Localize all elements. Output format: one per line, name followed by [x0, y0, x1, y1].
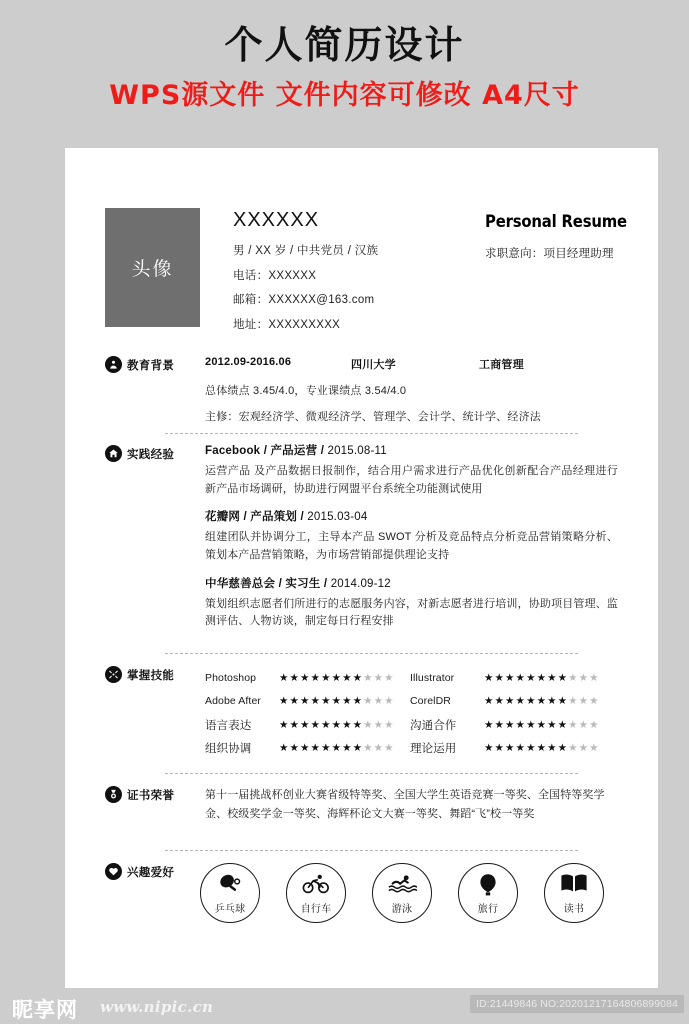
skill-row [205, 666, 410, 690]
skills-body [205, 666, 618, 760]
skills-label: 掌握技能 [127, 669, 175, 682]
promo-header [0, 0, 689, 109]
resume-title-block [485, 212, 665, 261]
honors-text: 第十一届挑战杯创业大赛省级特等奖、全国大学生英语竞赛一等奖、全国特等奖学金、校级奖学金一等奖、海辉杯论文大赛一等奖、舞蹈“飞”校一等奖 [205, 789, 605, 821]
education-school: 四川大学 [351, 359, 396, 371]
candidate-meta: 男 / XX 岁 / 中共党员 / 汉族 [233, 245, 379, 257]
experience-company: 中华慈善总会 [205, 577, 276, 590]
footer-watermark [0, 988, 689, 1024]
skill-row [205, 690, 410, 714]
experience-heading [105, 445, 191, 462]
candidate-phone: 电话：XXXXXX [233, 269, 317, 282]
candidate-email: 邮箱：XXXXXX@163.com [233, 294, 375, 307]
hobby-label: 自行车 [300, 904, 332, 915]
hobby-label: 旅行 [477, 904, 499, 915]
education-label: 教育背景 [127, 359, 175, 372]
skill-stars: ★★★★★★★★★★★ [484, 695, 600, 707]
experience-item-head: 中华慈善总会 / 实习生 / 2014.09-12 [205, 577, 391, 590]
skill-row [410, 713, 615, 737]
avatar-placeholder: 头像 [105, 208, 200, 327]
site-logo: 昵享网 [12, 998, 78, 1022]
skill-stars: ★★★★★★★★★★★ [279, 718, 395, 731]
skill-row [205, 737, 410, 761]
education-courses: 主修：宏观经济学、微观经济学、管理学、会计学、统计学、经济法 [205, 411, 541, 423]
divider-experience [165, 653, 578, 654]
experience-item [205, 578, 618, 631]
divider-education [165, 433, 578, 434]
resume-page [65, 148, 658, 988]
home-icon [105, 445, 122, 462]
education-body [205, 356, 618, 424]
skill-row [205, 713, 410, 737]
skill-row [410, 737, 615, 761]
experience-company: Facebook [205, 445, 261, 457]
experience-role: 产品策划 [250, 511, 298, 524]
job-objective: 求职意向：项目经理助理 [485, 248, 614, 260]
skills-column-left [205, 666, 410, 760]
hobby-item [286, 863, 346, 923]
promo-title: 个人简历设计 [224, 23, 465, 67]
experience-item [205, 445, 618, 498]
hobby-item [458, 863, 518, 923]
medal-icon [105, 786, 122, 803]
experience-role: 实习生 [285, 577, 321, 590]
experience-date: 2015.03-04 [307, 511, 368, 524]
education-heading [105, 356, 191, 373]
skill-name: 理论运用 [410, 743, 457, 756]
skill-stars: ★★★★★★★★★★★ [484, 671, 600, 684]
candidate-address: 地址：XXXXXXXXX [233, 318, 341, 331]
experience-label: 实践经验 [127, 448, 175, 461]
skill-stars: ★★★★★★★★★★★ [279, 742, 395, 754]
hobby-item [200, 863, 260, 923]
skill-stars: ★★★★★★★★★★★ [484, 742, 600, 754]
experience-date: 2014.09-12 [330, 577, 391, 590]
experience-company: 花瓣网 [205, 511, 241, 524]
experience-item-head: 花瓣网 / 产品策划 / 2015.03-04 [205, 511, 368, 524]
skill-row [410, 666, 615, 690]
skill-name: 语言表达 [205, 719, 252, 732]
experience-body [205, 445, 618, 631]
hobby-item [372, 863, 432, 923]
hobby-label: 游泳 [391, 904, 413, 915]
experience-item-head: Facebook / 产品运营 / 2015.08-11 [205, 445, 387, 457]
experience-desc: 运营产品 及产品数据日报制作，结合用户需求进行产品优化创新配合产品经理进行新产品市场调研，协助进行网盟平台系统全功能测试使用 [205, 464, 618, 495]
hobby-label: 读书 [563, 904, 585, 915]
skill-name: CorelDR [410, 695, 451, 708]
hobbies-label: 兴趣爱好 [127, 866, 175, 879]
divider-honors [165, 850, 578, 851]
hobbies-heading [105, 863, 191, 880]
graduate-person-icon [105, 356, 122, 373]
hobbies-body [200, 863, 613, 923]
education-gpa: 总体绩点 3.45/4.0，专业课绩点 3.54/4.0 [205, 385, 407, 397]
candidate-name: XXXXXX [233, 209, 320, 231]
skills-heading [105, 666, 191, 683]
education-major: 工商管理 [479, 359, 524, 371]
divider-skills [165, 773, 578, 774]
hobby-item [544, 863, 604, 923]
skill-stars: ★★★★★★★★★★★ [279, 695, 395, 707]
heart-icon [105, 863, 122, 880]
experience-role: 产品运营 [270, 445, 318, 457]
honors-heading [105, 786, 191, 803]
skill-stars: ★★★★★★★★★★★ [484, 718, 600, 731]
education-row [205, 356, 618, 372]
skill-name: Illustrator [410, 671, 455, 684]
skills-column-right [410, 666, 615, 760]
education-date: 2012.09-2016.06 [205, 356, 292, 368]
skill-name: Adobe After [205, 695, 261, 708]
experience-date: 2015.08-11 [327, 445, 387, 457]
image-id-badge: ID:21449846 NO:20201217164806899084 [470, 995, 684, 1013]
experience-desc: 组建团队并协调分工，主导本产品 SWOT 分析及竞品特点分析竞品营销策略分析、策划本产品营销策略，为市场营销部提供理论支持 [205, 531, 618, 562]
honors-label: 证书荣誉 [127, 789, 175, 802]
hobby-label: 乒乓球 [214, 904, 246, 915]
skill-row [410, 690, 615, 714]
skill-name: 沟通合作 [410, 719, 457, 732]
skill-name: 组织协调 [205, 743, 252, 756]
identity-block [233, 210, 463, 333]
site-url: www.nipic.cn [100, 998, 214, 1016]
promo-subtitle: WPS源文件 文件内容可修改 A4尺寸 [109, 80, 580, 111]
tools-icon [105, 666, 122, 683]
resume-title: Personal Resume [485, 212, 627, 231]
experience-item [205, 511, 618, 564]
honors-body [205, 786, 618, 825]
experience-desc: 策划组织志愿者们所进行的志愿服务内容，对新志愿者进行培训，协助项目管理、监测评估、人物访谈，制定每日行程安排 [205, 597, 618, 628]
skill-stars: ★★★★★★★★★★★ [279, 671, 395, 684]
skill-name: Photoshop [205, 671, 257, 684]
profile-header [105, 208, 627, 336]
